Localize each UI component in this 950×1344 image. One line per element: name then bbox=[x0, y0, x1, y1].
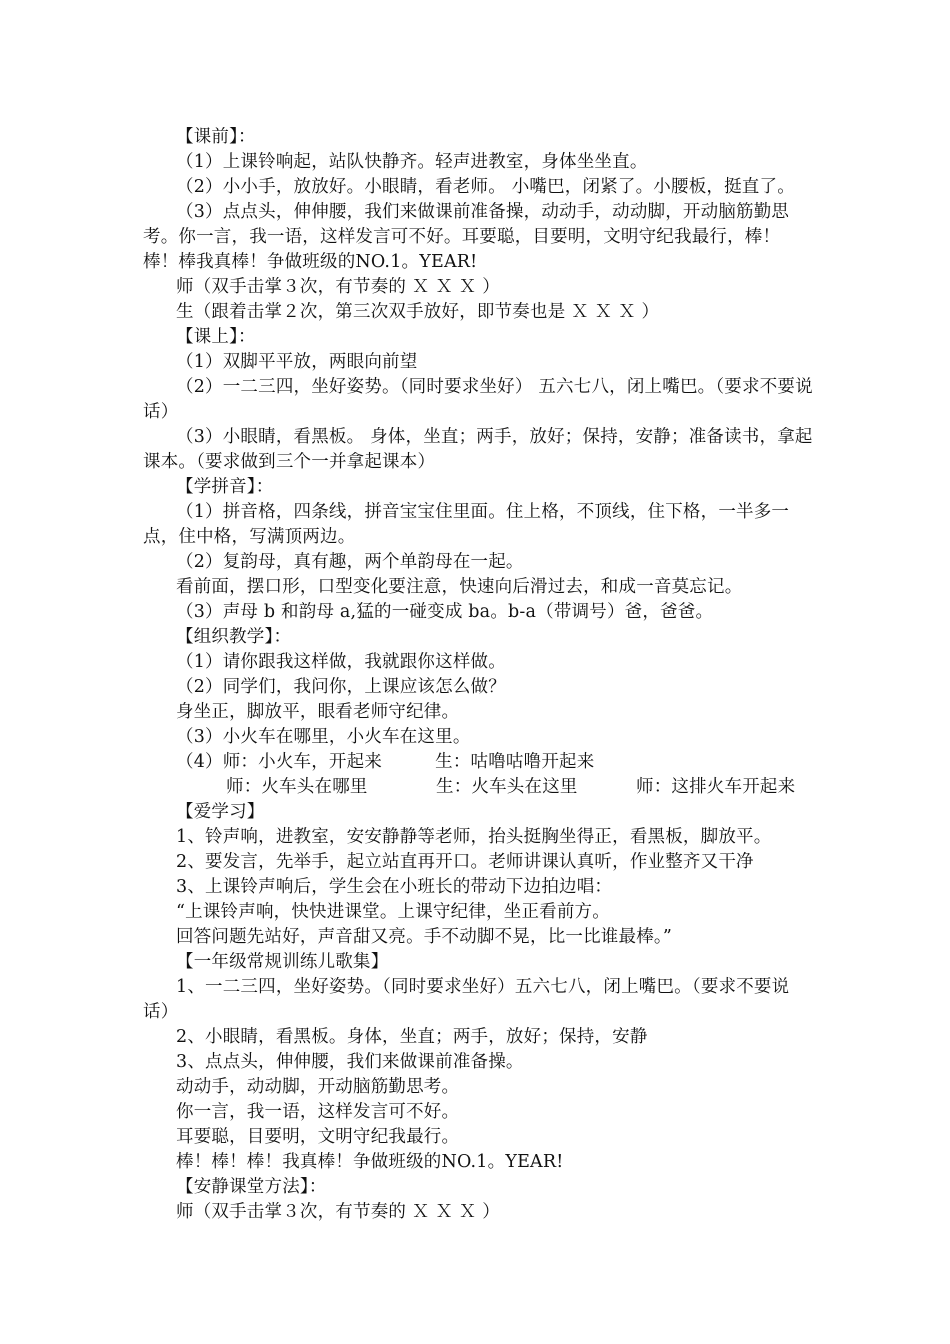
dialogue-teacher: 师：火车头在哪里 bbox=[226, 777, 368, 797]
paragraph-line: （1）双脚平平放，两眼向前望 bbox=[176, 352, 418, 372]
paragraph-line: 回答问题先站好，声音甜又亮。手不动脚不晃，比一比谁最棒。” bbox=[176, 927, 672, 947]
paragraph-wrapped: （1）拼音格，四条线，拼音宝宝住里面。住上格，不顶线，住下格，一半多一点，住中格，写满顶两边。 bbox=[143, 502, 790, 547]
heading-in-class: 【课上】： bbox=[176, 327, 256, 347]
paragraph-line: （2）同学们，我问你，上课应该怎么做？ bbox=[176, 677, 506, 697]
paragraph-line: 3、上课铃声响后，学生会在小班长的带动下边拍边唱： bbox=[176, 877, 613, 897]
dialogue-student: 生：火车头在这里 bbox=[436, 777, 578, 797]
heading-pinyin: 【学拼音】： bbox=[176, 477, 274, 497]
paragraph-line: 师（双手击掌３次，有节奏的 Ｘ Ｘ Ｘ ） bbox=[176, 277, 500, 297]
paragraph-line: 生（跟着击掌２次，第三次双手放好，即节奏也是 Ｘ Ｘ Ｘ ） bbox=[176, 302, 660, 322]
paragraph-line: 3、点点头，伸伸腰，我们来做课前准备操。 bbox=[176, 1052, 524, 1072]
paragraph-line: 你一言，我一语，这样发言可不好。 bbox=[176, 1102, 460, 1122]
paragraph-wrapped: 1、一二三四，坐好姿势。（同时要求坐好）五六七八，闭上嘴巴。（要求不要说话） bbox=[143, 977, 790, 1022]
heading-grade-one-songs: 【一年级常规训练儿歌集】 bbox=[176, 952, 389, 972]
paragraph-line: 看前面，摆口形，口型变化要注意，快速向后滑过去，和成一音莫忘记。 bbox=[176, 577, 743, 597]
heading-before-class: 【课前】： bbox=[176, 127, 256, 147]
paragraph-line: 2、要发言，先举手，起立站直再开口。老师讲课认真听，作业整齐又干净 bbox=[176, 852, 754, 872]
heading-love-learning: 【爱学习】 bbox=[176, 802, 265, 822]
paragraph-line: 师（双手击掌３次，有节奏的 Ｘ Ｘ Ｘ ） bbox=[176, 1202, 500, 1222]
heading-organize: 【组织教学】： bbox=[176, 627, 292, 647]
paragraph-wrapped: （3）小眼睛，看黑板。 身体，坐直；两手，放好；保持，安静；准备读书，拿起课本。（要求做到三个一并拿起课本） bbox=[143, 427, 813, 472]
paragraph-line: （2）复韵母，真有趣，两个单韵母在一起。 bbox=[176, 552, 524, 572]
paragraph-line: 动动手，动动脚，开动脑筋勤思考。 bbox=[176, 1077, 460, 1097]
paragraph-line: 耳要聪，目要明，文明守纪我最行。 bbox=[176, 1127, 460, 1147]
paragraph-line: 棒！棒！棒！我真棒！争做班级的NO.1。YEAR! bbox=[176, 1152, 564, 1172]
paragraph-wrapped: （2）一二三四，坐好姿势。（同时要求坐好） 五六七八，闭上嘴巴。（要求不要说话） bbox=[143, 377, 813, 422]
paragraph-line: 1、铃声响，进教室，安安静静等老师，抬头挺胸坐得正，看黑板，脚放平。 bbox=[176, 827, 772, 847]
paragraph-line: “上课铃声响，快快进课堂。上课守纪律，坐正看前方。 bbox=[176, 902, 610, 922]
heading-quiet-classroom: 【安静课堂方法】： bbox=[176, 1177, 327, 1197]
paragraph-wrapped: （3）点点头，伸伸腰，我们来做课前准备操，动动手，动动脚，开动脑筋勤思考。你一言，我一语，这样发言可不好。耳要聪，目要明，文明守纪我最行，棒！棒！棒我真棒！争做班级的NO.1。YEAR! bbox=[143, 202, 790, 272]
paragraph-line: 身坐正，脚放平，眼看老师守纪律。 bbox=[176, 702, 460, 722]
paragraph-line: （1）上课铃响起，站队快静齐。轻声进教室，身体坐坐直。 bbox=[176, 152, 648, 172]
paragraph-line: （4）师：小火车，开起来 生：咕噜咕噜开起来 bbox=[176, 752, 595, 772]
paragraph-line: （1）请你跟我这样做，我就跟你这样做。 bbox=[176, 652, 506, 672]
paragraph-line: 2、小眼睛，看黑板。身体，坐直；两手，放好；保持，安静 bbox=[176, 1027, 648, 1047]
dialogue-teacher-2: 师：这排火车开起来 bbox=[636, 777, 796, 797]
paragraph-line: （2）小小手，放放好。小眼睛，看老师。 小嘴巴，闭紧了。小腰板，挺直了。 bbox=[176, 177, 795, 197]
paragraph-line: （3）声母 b 和韵母 a,猛的一碰变成 ba。b-a（带调号）爸，爸爸。 bbox=[176, 602, 714, 622]
paragraph-line: （3）小火车在哪里，小火车在这里。 bbox=[176, 727, 471, 747]
